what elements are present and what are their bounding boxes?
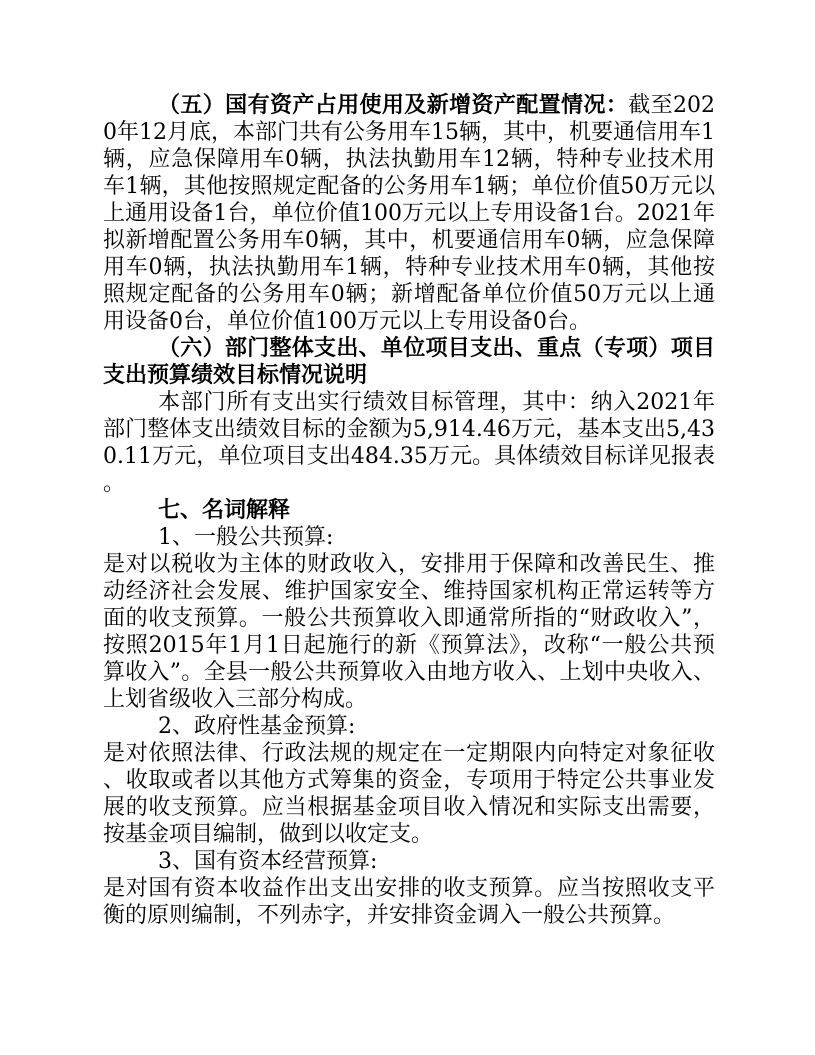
document-content	[103, 92, 715, 929]
heading-text-run: 七、名词解释	[158, 498, 291, 523]
heading-text-run: （五）国有资产占用使用及新增资产配置情况：	[158, 93, 629, 118]
body-text-run: 是对依照法律、行政法规的规定在一定期限内向特定对象征收、收取或者以其他方式筹集的资金，专项用于特定公共事业发展的收支预算。应当根据基金项目收入情况和实际支出需要，按基金项目编制，做到以收定支。	[103, 741, 715, 847]
body-text-run: 3、国有资本经营预算:	[158, 849, 378, 874]
paragraph	[103, 389, 715, 497]
paragraph	[103, 551, 715, 713]
paragraph	[103, 497, 715, 524]
body-text-run: 是对以税收为主体的财政收入，安排用于保障和改善民生、推动经济社会发展、维护国家安全、维持国家机构正常运转等方面的收支预算。一般公共预算收入即通常所指的“财政收入”，按照2015年1月1日起施行的新《预算法》，改称“一般公共预算收入”。全县一般公共预算收入由地方收入、上划中央收入、上划省级收入三部分构成。	[103, 552, 715, 712]
body-text-run: 1、一般公共预算:	[158, 525, 334, 550]
paragraph	[103, 335, 715, 389]
paragraph	[103, 92, 715, 335]
body-text-run: 是对国有资本收益作出支出安排的收支预算。应当按照收支平衡的原则编制，不列赤字，并安排资金调入一般公共预算。	[103, 876, 715, 928]
paragraph	[103, 713, 715, 740]
paragraph	[103, 848, 715, 875]
paragraph	[103, 524, 715, 551]
body-text-run: 本部门所有支出实行绩效目标管理，其中：纳入2021年部门整体支出绩效目标的金额为5,914.46万元，基本支出5,430.11万元，单位项目支出484.35万元。具体绩效目标详见报表。	[103, 390, 715, 496]
body-text-run: 2、政府性基金预算:	[158, 714, 356, 739]
body-text-run: 截至2020年12月底，本部门共有公务用车15辆，其中，机要通信用车1辆，应急保障用车0辆，执法执勤用车12辆，特种专业技术用车1辆，其他按照规定配备的公务用车1辆；单位价值50万元以上通用设备1台，单位价值100万元以上专用设备1台。2021年拟新增配置公务用车0辆，其中，机要通信用车0辆，应急保障用车0辆，执法执勤用车1辆，特种专业技术用车0辆，其他按照规定配备的公务用车0辆；新增配备单位价值50万元以上通用设备0台，单位价值100万元以上专用设备0台。	[103, 93, 715, 334]
paragraph	[103, 740, 715, 848]
heading-text-run: （六）部门整体支出、单位项目支出、重点（专项）项目支出预算绩效目标情况说明	[103, 336, 715, 388]
paragraph	[103, 875, 715, 929]
